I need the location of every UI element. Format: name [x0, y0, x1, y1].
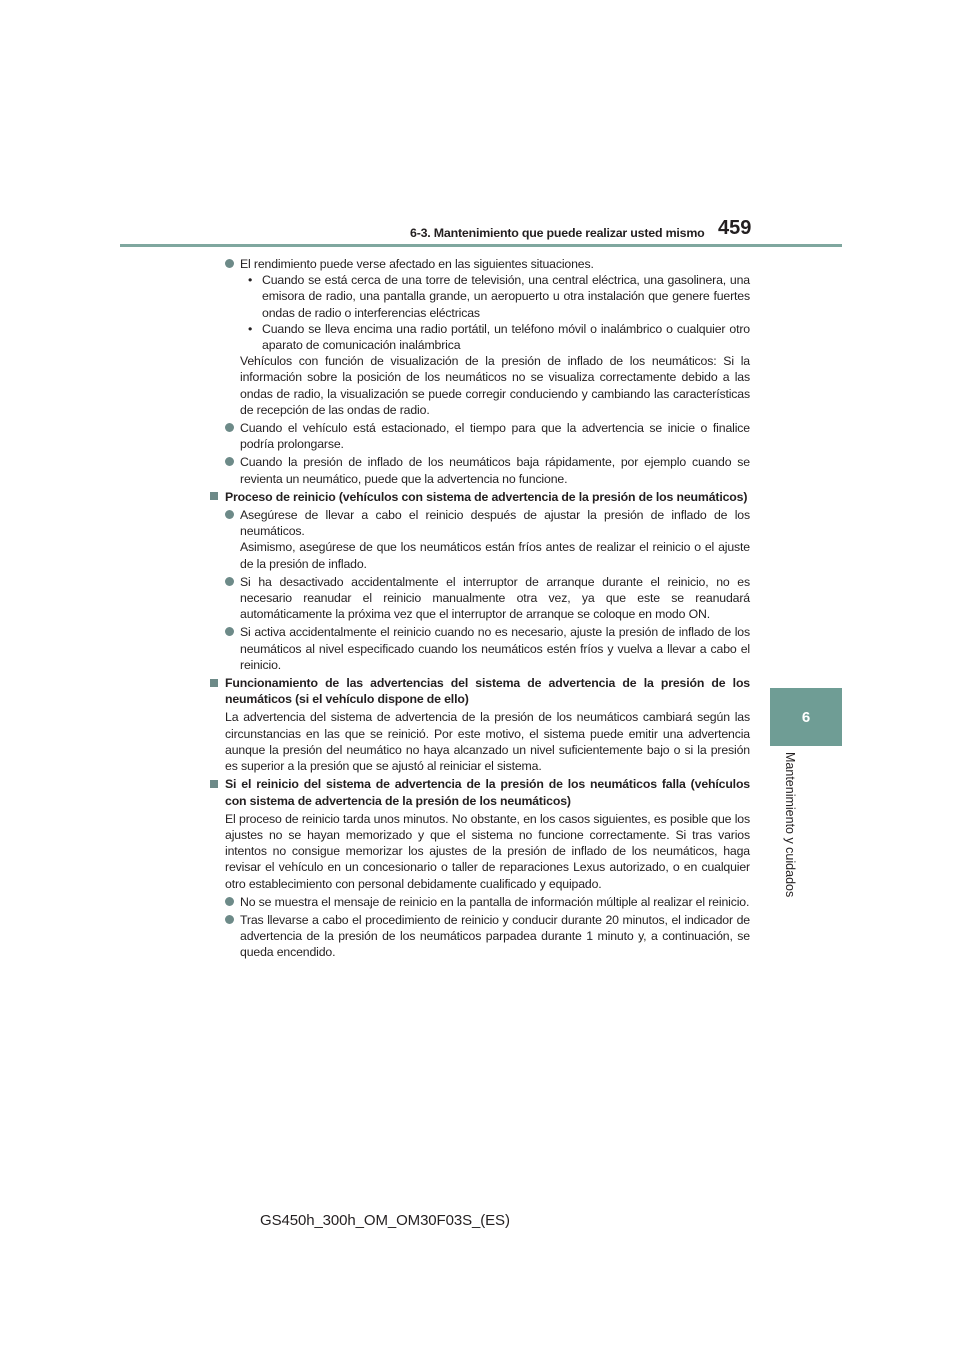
chapter-number: 6 [801, 708, 811, 726]
bullet-text: No se muestra el mensaje de reinicio en la pantalla de información múltiple al realizar el reinicio. [240, 894, 750, 909]
bullet-item [225, 894, 750, 910]
square-bullet-icon [210, 492, 218, 500]
chapter-label: Mantenimiento y cuidados [783, 752, 797, 898]
bullet-extra-text: Vehículos con función de visualización de la presión de inflado de los neumáticos: Si la información sobre la posición de los neumáticos no se visualiza correctamente debido a las ondas de radio, la visualización se puede corregir conduciendo y cambiando las características de recepción de las ondas de radio. [240, 354, 750, 417]
section-heading [210, 776, 750, 808]
document-code: GS450h_300h_OM_OM30F03S_(ES) [260, 1212, 510, 1229]
header-divider [120, 244, 842, 247]
bullet-text: Si activa accidentalmente el reinicio cuando no es necesario, ajuste la presión de inflado de los neumáticos al nivel especificado cuando los neumáticos estén fríos y vuelva a llevar a cabo el reinicio. [240, 625, 750, 672]
square-bullet-icon [210, 780, 218, 788]
sub-list-item: • Cuando se está cerca de una torre de televisión, una central eléctrica, una gasolinera, una emisora de radio, una pantalla grande, un aeropuerto u otra instalación que genere fuertes ondas de radio o interferencias eléctricas [240, 272, 750, 321]
circle-bullet-icon [225, 627, 234, 636]
section-paragraph: El proceso de reinicio tarda unos minutos. No obstante, en los casos siguientes, es posible que los ajustes no se hayan memorizado y que el sistema no funcione correctamente. Si tras varios intentos no consigue memorizar los ajustes de la presión de inflado de los neumáticos, haga revisar el vehículo en un concesionario o taller de reparaciones Lexus autorizado, o en cualquier otro establecimiento con personal debidamente cualificado y equipado. [225, 811, 750, 891]
section-paragraph: La advertencia del sistema de advertencia de la presión de los neumáticos cambiará según las circunstancias en las que se reinició. Por este motivo, el sistema puede emitir una advertencia aunque la presión del neumático no haya alcanzado un nivel suficientemente bajo o si la presión es superior a la presión que se ajustó al reiniciar el sistema. [225, 710, 750, 774]
section-heading [210, 489, 750, 505]
sub-list-item: • Cuando se lleva encima una radio portátil, un teléfono móvil o inalámbrico o cualquier otro aparato de comunicación inalámbrica [240, 321, 750, 353]
chapter-side-label [782, 752, 798, 912]
circle-bullet-icon [225, 915, 234, 924]
bullet-text: Cuando la presión de inflado de los neumáticos baja rápidamente, por ejemplo cuando se revienta un neumático, puede que la advertencia no funcione. [240, 455, 750, 486]
bullet-item [225, 624, 750, 673]
circle-bullet-icon [225, 259, 234, 268]
running-header: 6-3. Mantenimiento que puede realizar usted mismo [410, 226, 705, 240]
sub-list [240, 272, 750, 353]
chapter-tab [770, 688, 842, 746]
bullet-item [225, 574, 750, 623]
bullet-text: Cuando el vehículo está estacionado, el tiempo para que la advertencia se inicie o finalice podría prolongarse. [240, 421, 750, 452]
bullet-item [225, 454, 750, 486]
bullet-item [225, 256, 750, 418]
bullet-text: Asegúrese de llevar a cabo el reinicio después de ajustar la presión de inflado de los neumáticos. [240, 508, 750, 539]
bullet-text: Si ha desactivado accidentalmente el interruptor de arranque durante el reinicio, no es necesario reanudar el reinicio manualmente otra vez, ya que este se reanudará automáticamente la próxima vez que el interruptor de arranque se coloque en modo ON. [240, 574, 750, 622]
bullet-text-continued: Asimismo, asegúrese de que los neumáticos están fríos antes de realizar el reinicio o el ajuste de la presión de inflado. [240, 540, 750, 571]
bullet-text: El rendimiento puede verse afectado en las siguientes situaciones. [240, 257, 594, 271]
bullet-item [225, 507, 750, 572]
square-bullet-icon [210, 679, 218, 687]
page-content [210, 256, 750, 963]
circle-bullet-icon [225, 577, 234, 586]
section-title: Si el reinicio del sistema de advertencia de la presión de los neumáticos falla (vehículos con sistema de advertencia de la presión de los neumáticos) [225, 777, 750, 808]
bullet-text: Tras llevarse a cabo el procedimiento de reinicio y conducir durante 20 minutos, el indicador de advertencia de la presión de los neumáticos parpadea durante 1 minuto y, a continuación, se queda encendido. [240, 912, 750, 960]
page-number: 459 [718, 217, 752, 239]
section-heading [210, 675, 750, 707]
section-title: Funcionamiento de las advertencias del sistema de advertencia de la presión de los neumáticos (si el vehículo dispone de ello) [225, 676, 750, 707]
circle-bullet-icon [225, 897, 234, 906]
section-title: Proceso de reinicio (vehículos con sistema de advertencia de la presión de los neumáticos) [225, 489, 748, 504]
circle-bullet-icon [225, 510, 234, 519]
bullet-item [225, 912, 750, 961]
circle-bullet-icon [225, 457, 234, 466]
bullet-item [225, 420, 750, 452]
circle-bullet-icon [225, 423, 234, 432]
